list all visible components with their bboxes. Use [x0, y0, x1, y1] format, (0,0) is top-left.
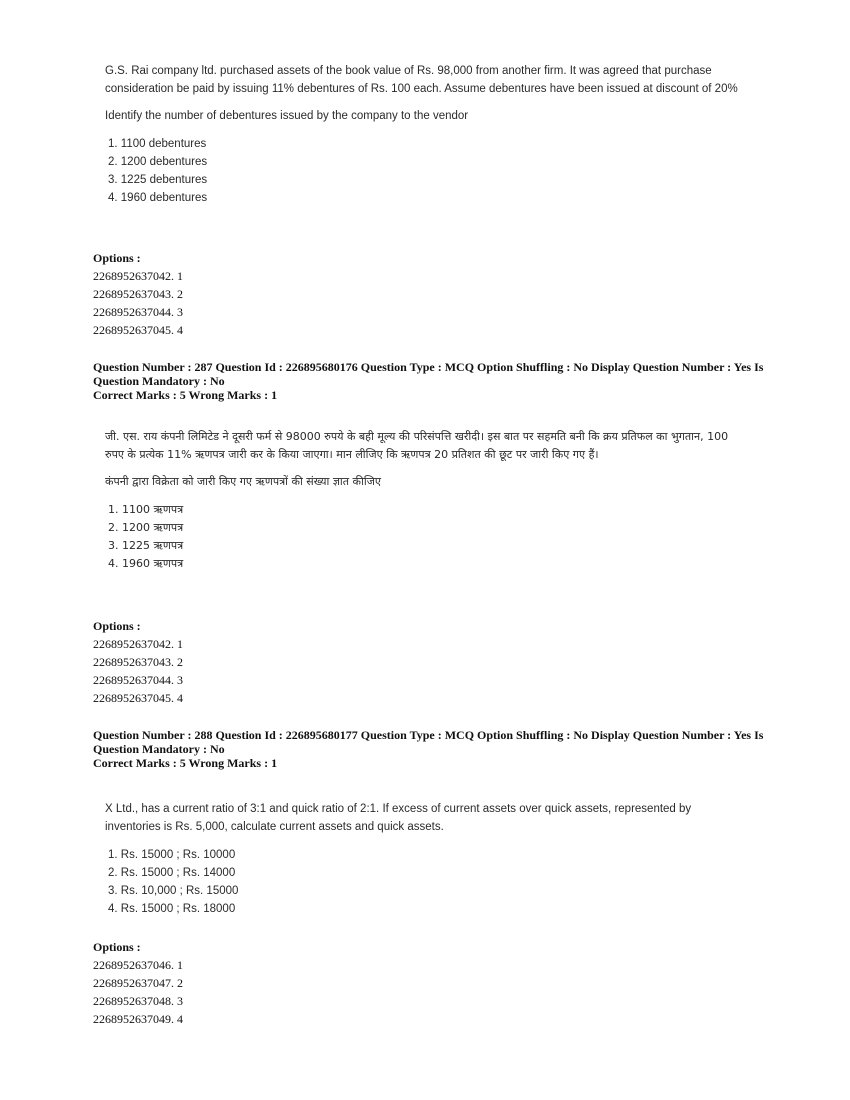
option-id: 2268952637048. 3: [93, 994, 183, 1008]
option-id: 2268952637047. 2: [93, 976, 183, 990]
question-choices: [105, 501, 745, 573]
option-id: 2268952637044. 3: [93, 673, 183, 687]
option-id: 2268952637044. 3: [93, 305, 183, 319]
meta-line: Question Number : 288 Question Id : 226895680177 Question Type : MCQ Option Shuffling : No Display Question Number : Yes Is: [93, 728, 764, 742]
question-choices: [105, 135, 745, 207]
question-288-meta: [93, 728, 773, 770]
choice-item: 4. 1960 ऋणपत्र: [108, 557, 184, 570]
question-287-text: [105, 428, 745, 573]
options-label: Options :: [93, 251, 141, 265]
question-prompt: Identify the number of debentures issued by the company to the vendor: [105, 110, 469, 122]
meta-line: Question Mandatory : No: [93, 374, 225, 388]
marks-line: Correct Marks : 5 Wrong Marks : 1: [93, 388, 278, 402]
question-288-text: [105, 800, 745, 918]
option-id: 2268952637045. 4: [93, 323, 183, 337]
options-block: [93, 249, 183, 339]
question-choices: [105, 846, 745, 918]
options-block: [93, 938, 183, 1028]
options-label: Options :: [93, 619, 141, 633]
choice-item: 4. Rs. 15000 ; Rs. 18000: [108, 903, 236, 915]
choice-item: 2. 1200 debentures: [108, 156, 208, 168]
question-stem: जी. एस. राय कंपनी लिमिटेड ने दूसरी फर्म से 98000 रुपये के बही मूल्य की परिसंपत्ति खरीदी। इस बात पर सहमति बनी कि क्रय प्रतिफल का भुगतान, 100 रुपए के प्रत्येक 11% ऋणपत्र जारी कर के किया जाएगा। मान लीजिए कि ऋणपत्र 20 प्रतिशत की छूट पर जारी किए गए हैं।: [105, 430, 729, 461]
choice-item: 1. Rs. 15000 ; Rs. 10000: [108, 849, 236, 861]
question-286-text: [105, 62, 745, 207]
options-block: [93, 617, 183, 707]
choice-item: 1. 1100 ऋणपत्र: [108, 503, 184, 516]
question-stem: X Ltd., has a current ratio of 3:1 and quick ratio of 2:1. If excess of current assets over quick assets, represented by inventories is Rs. 5,000, calculate current assets and quick assets.: [105, 803, 692, 833]
choice-item: 3. 1225 ऋणपत्र: [108, 539, 184, 552]
option-id: 2268952637043. 2: [93, 287, 183, 301]
option-id: 2268952637049. 4: [93, 1012, 183, 1026]
question-prompt: कंपनी द्वारा विक्रेता को जारी किए गए ऋणपत्रों की संख्या ज्ञात कीजिए: [105, 475, 381, 488]
choice-item: 3. 1225 debentures: [108, 174, 208, 186]
question-287-meta: [93, 360, 773, 402]
meta-line: Question Number : 287 Question Id : 226895680176 Question Type : MCQ Option Shuffling : No Display Question Number : Yes Is: [93, 360, 764, 374]
meta-line: Question Mandatory : No: [93, 742, 225, 756]
option-id: 2268952637042. 1: [93, 269, 183, 283]
option-id: 2268952637045. 4: [93, 691, 183, 705]
option-id: 2268952637042. 1: [93, 637, 183, 651]
option-id: 2268952637046. 1: [93, 958, 183, 972]
option-id: 2268952637043. 2: [93, 655, 183, 669]
marks-line: Correct Marks : 5 Wrong Marks : 1: [93, 756, 278, 770]
choice-item: 1. 1100 debentures: [108, 138, 207, 150]
choice-item: 2. Rs. 15000 ; Rs. 14000: [108, 867, 236, 879]
question-stem: G.S. Rai company ltd. purchased assets of the book value of Rs. 98,000 from another firm. It was agreed that purchase consideration be paid by issuing 11% debentures of Rs. 100 each. Assume debentures have been issued at discount of 20%: [105, 65, 738, 95]
choice-item: 2. 1200 ऋणपत्र: [108, 521, 184, 534]
choice-item: 3. Rs. 10,000 ; Rs. 15000: [108, 885, 239, 897]
choice-item: 4. 1960 debentures: [108, 192, 208, 204]
options-label: Options :: [93, 940, 141, 954]
